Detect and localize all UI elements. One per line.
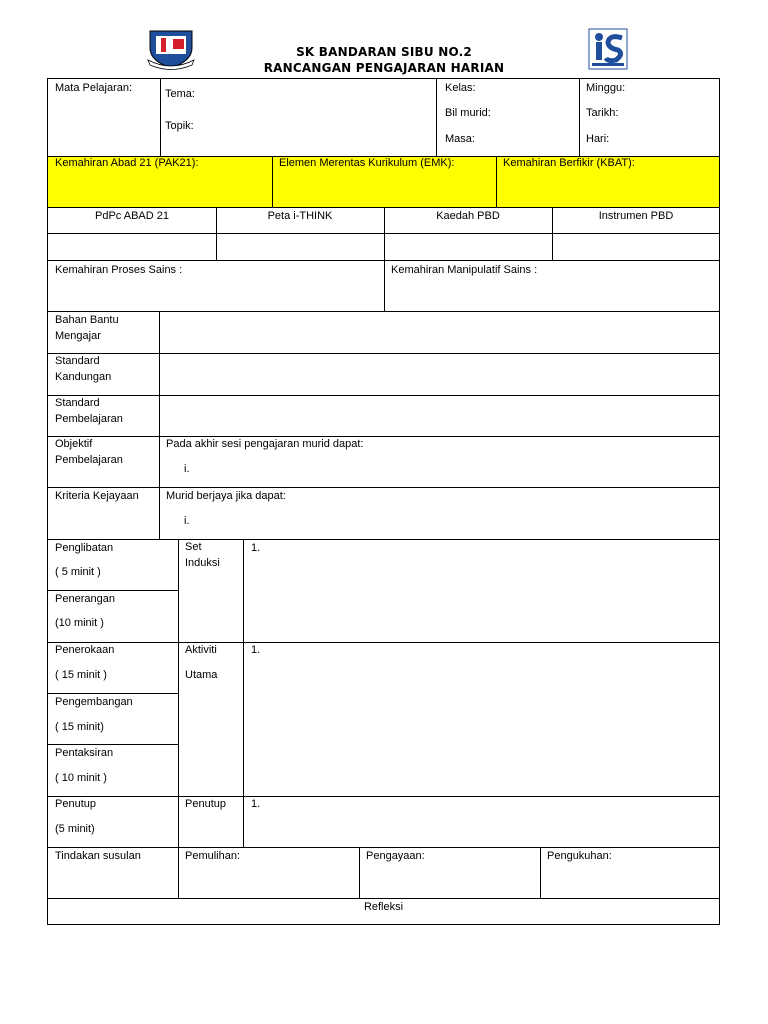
objektif-label-2: Pembelajaran <box>55 454 123 466</box>
objektif-item: i. <box>184 463 190 475</box>
bbm-label-1: Bahan Bantu <box>55 314 119 326</box>
penerokaan-time: ( 15 minit ) <box>55 669 107 681</box>
instrumen-pbd-header: Instrumen PBD <box>598 210 674 222</box>
penglibatan-label: Penglibatan <box>55 542 114 554</box>
tema-label: Tema: <box>165 88 195 100</box>
topik-label: Topik: <box>165 120 194 132</box>
penutup-item: 1. <box>251 798 261 810</box>
aktiviti-utama-label-2: Utama <box>185 669 218 681</box>
pentaksiran-label: Pentaksiran <box>55 747 114 759</box>
peta-ithink-header: Peta i-THINK <box>267 210 333 222</box>
penerangan-time: (10 minit ) <box>55 617 104 629</box>
phases-block <box>47 539 720 848</box>
minggu-label: Minggu: <box>586 82 626 94</box>
sk-label-2: Kandungan <box>55 371 112 383</box>
tarikh-label: Tarikh: <box>586 107 619 119</box>
document-title: RANCANGAN PENGAJARAN HARIAN <box>263 61 505 75</box>
info-row <box>47 78 720 157</box>
sk-label-1: Standard <box>55 355 100 367</box>
pengayaan-label: Pengayaan: <box>366 850 425 862</box>
reflection-row <box>47 898 720 925</box>
masa-label: Masa: <box>445 133 475 145</box>
pengembangan-label: Pengembangan <box>55 696 133 708</box>
penerangan-label: Penerangan <box>55 593 115 605</box>
details-block <box>47 311 720 540</box>
bbm-label-2: Mengajar <box>55 330 101 342</box>
aktiviti-utama-label-1: Aktiviti <box>185 644 217 656</box>
set-induksi-item: 1. <box>251 542 261 554</box>
proses-sains-label: Kemahiran Proses Sains : <box>55 264 183 276</box>
kriteria-label: Kriteria Kejayaan <box>55 490 139 502</box>
emk-label: Elemen Merentas Kurikulum (EMK): <box>279 157 455 169</box>
school-name: SK BANDARAN SIBU NO.2 <box>296 45 472 59</box>
pbd-row <box>47 207 720 261</box>
manipulatif-sains-label: Kemahiran Manipulatif Sains : <box>391 264 538 276</box>
kriteria-item: i. <box>184 515 190 527</box>
sp-label-2: Pembelajaran <box>55 413 123 425</box>
pentaksiran-time: ( 10 minit ) <box>55 772 107 784</box>
penutup-time: (5 minit) <box>55 823 95 835</box>
pengukuhan-label: Pengukuhan: <box>547 850 612 862</box>
pengembangan-time: ( 15 minit) <box>55 721 104 733</box>
penutup-mid-label: Penutup <box>185 798 226 810</box>
pdpc-header: PdPc ABAD 21 <box>95 210 169 222</box>
penerokaan-label: Penerokaan <box>55 644 115 656</box>
hari-label: Hari: <box>586 133 610 145</box>
sp-label-1: Standard <box>55 397 100 409</box>
ministry-logo-icon <box>588 28 628 70</box>
mata-pelajaran-label: Mata Pelajaran: <box>55 82 133 94</box>
tindakan-susulan-label: Tindakan susulan <box>55 850 141 862</box>
penglibatan-time: ( 5 minit ) <box>55 566 101 578</box>
kaedah-pbd-header: Kaedah PBD <box>436 210 500 222</box>
sains-skills-row <box>47 260 720 312</box>
objektif-text: Pada akhir sesi pengajaran murid dapat: <box>166 438 364 450</box>
objektif-label-1: Objektif <box>55 438 93 450</box>
bil-murid-label: Bil murid: <box>445 107 491 119</box>
kelas-label: Kelas: <box>445 82 476 94</box>
follow-up-row <box>47 847 720 899</box>
pemulihan-label: Pemulihan: <box>185 850 241 862</box>
set-induksi-label-2: Induksi <box>185 557 220 569</box>
penutup-label: Penutup <box>55 798 96 810</box>
pak21-label: Kemahiran Abad 21 (PAK21): <box>55 157 199 169</box>
page-header <box>0 0 768 78</box>
kbat-label: Kemahiran Berfikir (KBAT): <box>503 157 635 169</box>
refleksi-label: Refleksi <box>363 901 404 913</box>
kriteria-text: Murid berjaya jika dapat: <box>166 490 286 502</box>
set-induksi-label-1: Set <box>185 541 202 553</box>
aktiviti-utama-item: 1. <box>251 644 261 656</box>
skills-row <box>47 156 720 208</box>
